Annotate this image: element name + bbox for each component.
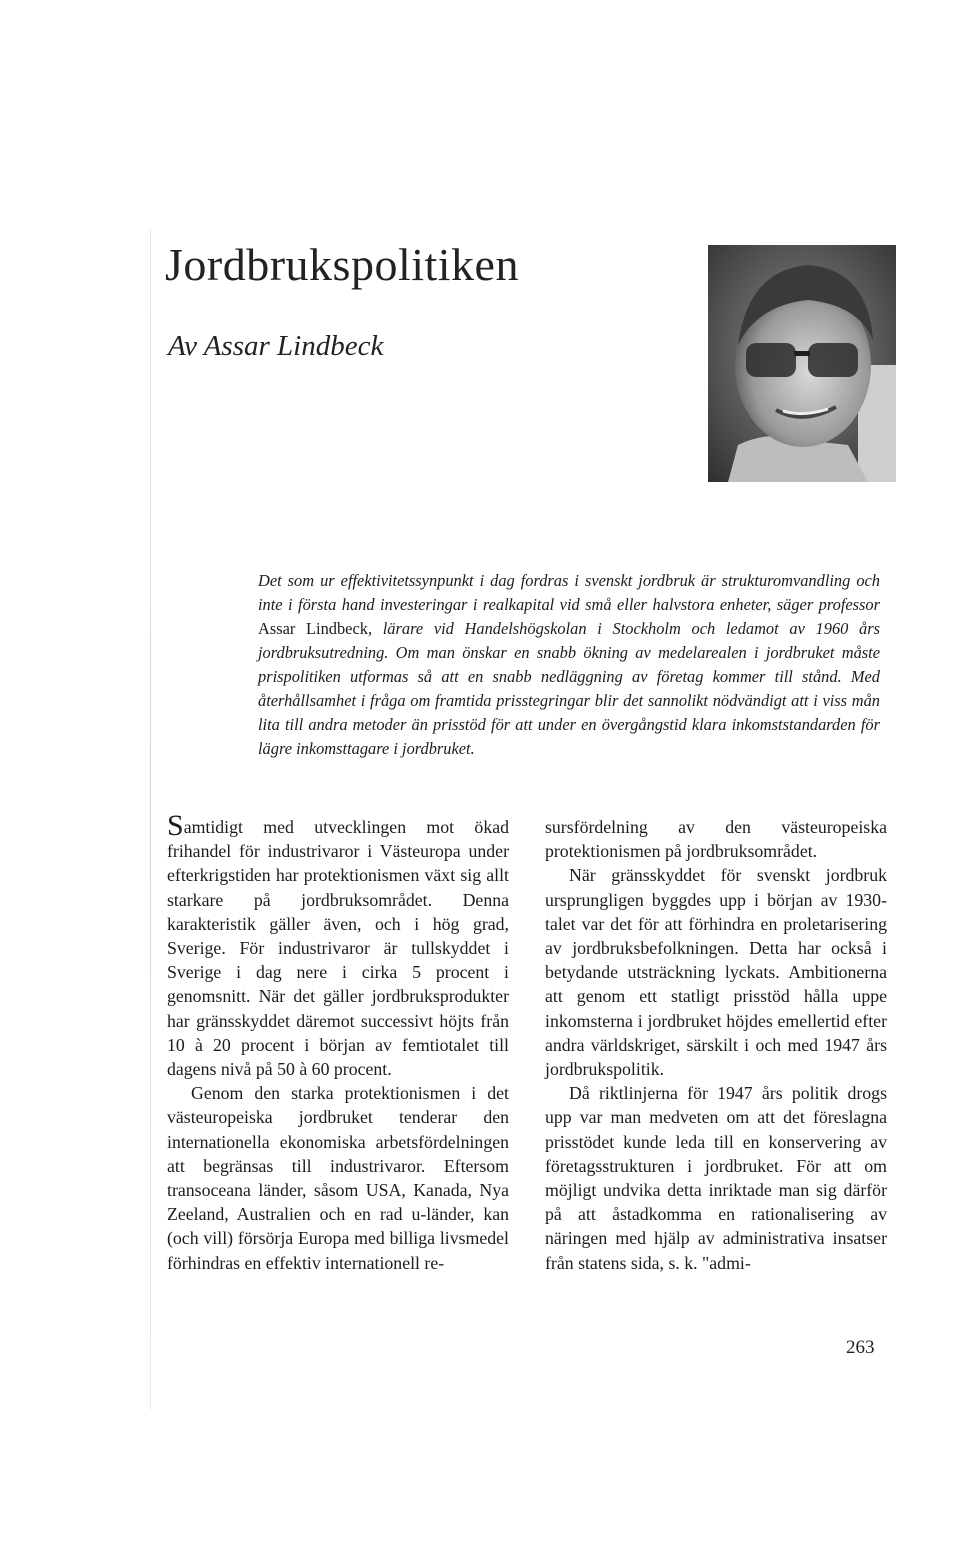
left-paragraph-1-text: amtidigt med utvecklingen mot ökad frihandel för industrivaror i Västeuropa under efterkrigstiden har protektionismen växt sig allt starkare på jordbruksområdet. Denna karakteristik gäller även, och i hög grad, Sverige. För industrivaror är tullskyddet i Sverige i dag nere i cirka 5 procent i genomsnitt. När det gäller jordbruksprodukter har gränsskyddet däremot successivt höjts från 10 à 20 procent i början av femtiotalet till dagens nivå på 50 à 60 procent.: [167, 817, 509, 1080]
page-number: 263: [846, 1337, 875, 1358]
article-lead: [258, 569, 880, 761]
body-column-right: [545, 815, 887, 1275]
article-title: Jordbrukspolitiken: [165, 239, 519, 290]
drop-cap: S: [167, 809, 184, 842]
right-paragraph-1: sursfördelning av den västeuropeiska protektionismen på jordbruksområdet.: [545, 817, 887, 862]
scan-edge-line: [150, 230, 151, 1410]
author-portrait: [708, 245, 896, 482]
left-paragraph-1: [167, 809, 509, 1081]
right-paragraph-2: När gränsskyddet för svenskt jordbruk ursprungligen byggdes upp i början av 1930-talet var det för att förhindra en proletarisering av jordbruksbefolkningen. Detta har också i betydande utsträckning lyckats. Ambitionerna att genom ett statligt prisstöd hålla uppe inkomsterna i jordbruket höjdes emellertid efter andra världskriget, särskilt i och med 1947 års jordbrukspolitik.: [545, 865, 887, 1080]
lead-text-part-2: , lärare vid Handelshögskolan i Stockholm och ledamot av 1960 års jordbruksutredning. Om man önskar en snabb ökning av medelarealen i jordbruket måste prispolitiken utformas så att en snabb nedläggning av företag kommer till stånd. Med återhållsamhet i fråga om framtida prisstegringar blir det sannolikt nödvändigt att i viss mån lita till andra metoder än prisstöd för att under en övergångstid klara inkomststandarden för lägre inkomsttagare i jordbruket.: [258, 619, 880, 758]
article-byline: Av Assar Lindbeck: [168, 330, 384, 362]
right-paragraph-3: Då riktlinjerna för 1947 års politik drogs upp var man medveten om att det föreslagna prisstödet kunde leda till en konservering av företagsstrukturen i jordbruket. För att om möjligt undvika detta inriktade man sig därför på att åstadkomma en rationalisering av näringen med hjälp av administrativa insatser från statens sida, s. k. "admi-: [545, 1083, 887, 1273]
lead-text-part-1: Det som ur effektivitetssynpunkt i dag fordras i svenskt jordbruk är strukturomvandling och inte i första hand investeringar i realkapital vid små eller halvstora enheter, säger professor: [258, 571, 880, 614]
lead-author-name: Assar Lindbeck: [258, 619, 368, 638]
body-column-left: [167, 809, 509, 1275]
left-paragraph-2: Genom den starka protektionismen i det västeuropeiska jordbruket tenderar den internationella ekonomiska arbetsfördelningen att begränsas till industrivaror. Eftersom transoceana länder, såsom USA, Kanada, Nya Zeeland, Australien och en rad u-länder, kan (och vill) försörja Europa med billiga livsmedel förhindras en effektiv internationell re-: [167, 1083, 509, 1273]
